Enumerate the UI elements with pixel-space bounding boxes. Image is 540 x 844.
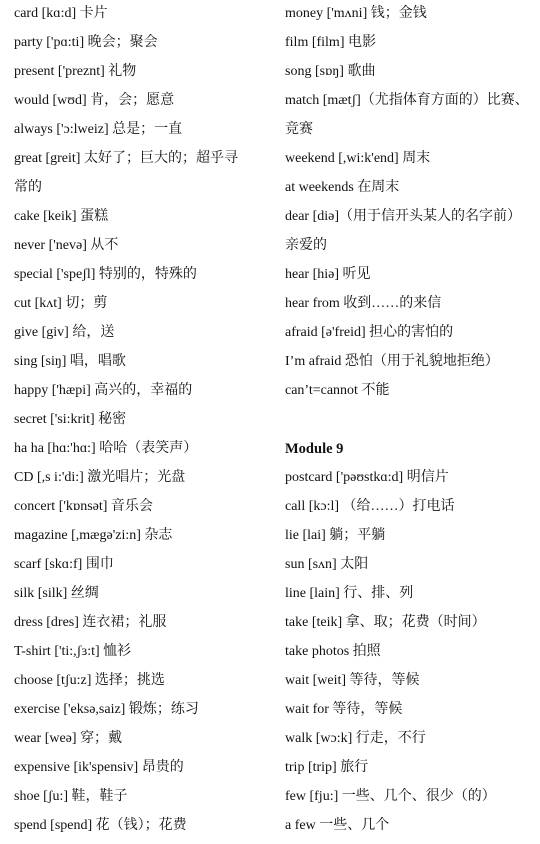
- vocab-entry: choose [tʃu:z] 选择；挑选: [14, 673, 165, 688]
- vocab-entry: special ['speʃl] 特别的，特殊的: [14, 267, 197, 282]
- vocab-entry-continuation: 竞赛: [285, 122, 313, 137]
- vocab-entry: money ['mʌni] 钱；金钱: [285, 6, 427, 21]
- vocabulary-right-column: [285, 3, 537, 844]
- vocab-entry: weekend [,wi:k'end] 周末: [285, 151, 431, 166]
- vocab-entry: concert ['kɒnsət] 音乐会: [14, 499, 153, 514]
- vocab-entry: few [fju:] 一些、几个、很少（的）: [285, 789, 496, 804]
- vocab-entry: lie [lai] 躺；平躺: [285, 528, 386, 543]
- vocab-entry: cut [kʌt] 切；剪: [14, 296, 108, 311]
- blank-line: [285, 409, 537, 438]
- vocab-entry: call [kɔ:l] （给……）打电话: [285, 499, 455, 514]
- vocab-entry: would [wʊd] 肯，会；愿意: [14, 93, 175, 108]
- vocab-entry: sing [siŋ] 唱，唱歌: [14, 354, 126, 369]
- vocab-entry: exercise ['eksə,saiz] 锻炼；练习: [14, 702, 199, 717]
- vocab-entry: wait [weit] 等待，等候: [285, 673, 420, 688]
- vocab-entry: afraid [ə'freid] 担心的害怕的: [285, 325, 454, 340]
- vocab-entry: happy ['hæpi] 高兴的，幸福的: [14, 383, 193, 398]
- vocab-entry: song [sɒŋ] 歌曲: [285, 64, 376, 79]
- vocab-entry: trip [trip] 旅行: [285, 760, 369, 775]
- vocab-entry: great [greit] 太好了；巨大的；超乎寻: [14, 151, 238, 166]
- vocab-entry: CD [,s i:'di:] 激光唱片；光盘: [14, 470, 186, 485]
- vocab-entry: hear [hiə] 听见: [285, 267, 371, 282]
- vocab-entry: shoe [ʃu:] 鞋，鞋子: [14, 789, 128, 804]
- vocab-entry: line [lain] 行、排、列: [285, 586, 414, 601]
- vocab-entry: a few 一些、几个: [285, 818, 390, 833]
- vocab-entry: cake [keik] 蛋糕: [14, 209, 109, 224]
- vocab-entry: card [kɑ:d] 卡片: [14, 6, 108, 21]
- vocab-entry: sun [sʌn] 太阳: [285, 557, 369, 572]
- vocab-entry: magazine [,mægə'zi:n] 杂志: [14, 528, 173, 543]
- vocab-entry: scarf [skɑ:f] 围巾: [14, 557, 114, 572]
- vocab-entry: film [film] 电影: [285, 35, 376, 50]
- vocab-entry: always ['ɔ:lweiz] 总是；一直: [14, 122, 183, 137]
- vocab-entry: silk [silk] 丝绸: [14, 586, 99, 601]
- vocab-entry: spend [spend] 花（钱）；花费: [14, 818, 187, 833]
- vocab-entry-continuation: 常的: [14, 180, 42, 195]
- vocab-entry: wear [weə] 穿；戴: [14, 731, 123, 746]
- vocab-entry: take photos 拍照: [285, 644, 381, 659]
- vocab-entry: ha ha [hɑ:'hɑ:] 哈哈（表笑声）: [14, 441, 198, 456]
- vocab-entry: dear [diə]（用于信开头某人的名字前）: [285, 209, 522, 224]
- vocabulary-left-column: [14, 3, 276, 844]
- vocab-entry: expensive [ik'spensiv] 昂贵的: [14, 760, 184, 775]
- vocab-entry: can’t=cannot 不能: [285, 383, 390, 398]
- vocab-entry: T-shirt ['ti:,ʃɜ:t] 恤衫: [14, 644, 132, 659]
- vocab-entry: hear from 收到……的来信: [285, 296, 442, 311]
- module-heading: Module 9: [285, 441, 344, 457]
- vocab-entry: I’m afraid 恐怕（用于礼貌地拒绝）: [285, 354, 499, 369]
- vocab-entry: at weekends 在周末: [285, 180, 400, 195]
- vocab-entry: walk [wɔ:k] 行走，不行: [285, 731, 426, 746]
- vocab-entry: secret ['si:krit] 秘密: [14, 412, 127, 427]
- vocab-entry: present ['preznt] 礼物: [14, 64, 137, 79]
- vocab-entry: never ['nevə] 从不: [14, 238, 119, 253]
- vocab-entry-continuation: 亲爱的: [285, 238, 327, 253]
- vocab-entry: give [giv] 给，送: [14, 325, 115, 340]
- vocab-entry: postcard ['pəʊstkɑ:d] 明信片: [285, 470, 449, 485]
- vocab-entry: wait for 等待，等候: [285, 702, 403, 717]
- vocab-entry: take [teik] 拿、取；花费（时间）: [285, 615, 486, 630]
- vocab-entry: party ['pɑ:ti] 晚会；聚会: [14, 35, 158, 50]
- vocab-entry: match [mætʃ]（尤指体育方面的）比赛、: [285, 93, 529, 108]
- vocab-entry: dress [dres] 连衣裙；礼服: [14, 615, 167, 630]
